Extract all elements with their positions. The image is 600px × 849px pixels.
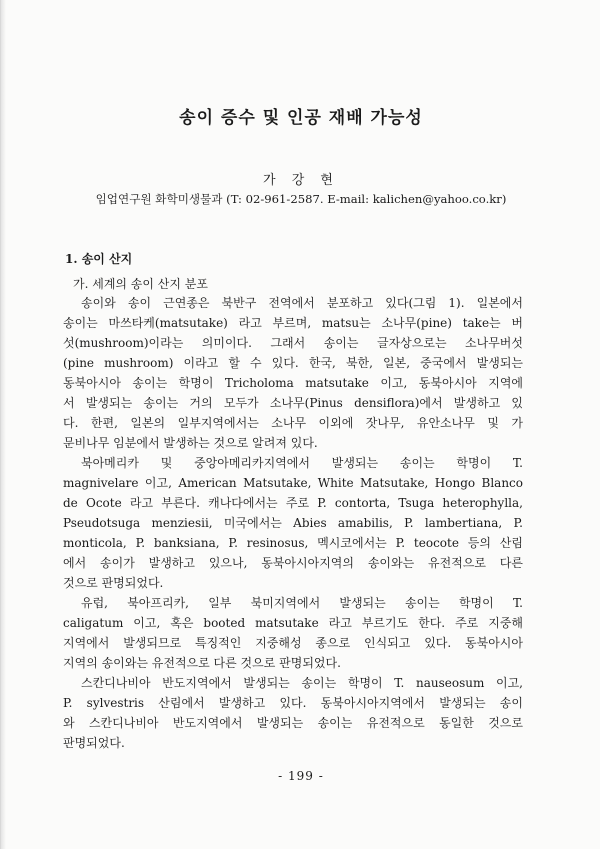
text-line: 북아메리카 및 중앙아메리카지역에서 발생되는 송이는 학명이 T.: [81, 456, 523, 470]
text-line: 에서 송이가 발생하고 있으나, 동북아시아지역의 송이와는 유전적으로 다른: [63, 556, 523, 570]
text-line: 판명되었다.: [63, 736, 125, 750]
text-line: P. sylvestris 산림에서 발생하고 있다. 동북아시아지역에서 발생되는 송이: [63, 696, 523, 710]
body-text: [63, 293, 523, 753]
text-line: 지역에서 발생되므로 특징적인 지중해성 종으로 인식되고 있다. 동북아시아: [63, 636, 523, 650]
text-line: (pine mushroom) 이라고 할 수 있다. 한국, 북한, 일본, 중국에서 발생되는: [63, 356, 523, 370]
paper-title: 송이 증수 및 인공 재배 가능성: [179, 108, 423, 128]
text-line: caligatum 이고, 혹은 booted matsutake 라고 부르기도 한다. 주로 지중해: [63, 616, 523, 630]
page-number: - 199 -: [278, 769, 324, 783]
author-affiliation: 임업연구원 화학미생물과 (T: 02-961-2587. E-mail: kalichen@yahoo.co.kr): [95, 192, 507, 206]
text-line: 문비나무 임분에서 발생하는 것으로 알려져 있다.: [63, 436, 318, 450]
author-name: 가 강 현: [263, 173, 339, 188]
text-line: 지역의 송이와는 유전적으로 다른 것으로 판명되었다.: [63, 656, 341, 670]
text-line: magnivelare 이고, American Matsutake, White Matsutake, Hongo Blanco: [63, 476, 523, 490]
text-line: 유럽, 북아프리카, 일부 북미지역에서 발생되는 송이는 학명이 T.: [81, 596, 523, 610]
text-line: 다. 한편, 일본의 일부지역에서는 소나무 이외에 잣나무, 유안소나무 및 가: [63, 416, 523, 430]
text-line: 스칸디나비아 반도지역에서 발생되는 송이는 학명이 T. nauseosum 이고,: [81, 676, 523, 690]
text-line: 서 발생되는 송이는 거의 모두가 소나무(Pinus densiflora)에서 발생하고 있: [63, 396, 523, 410]
text-line: 동북아시아 송이는 학명이 Tricholoma matsutake 이고, 동북아시아 지역에: [63, 376, 523, 390]
text-line: 송이와 송이 근연종은 북반구 전역에서 분포하고 있다(그림 1). 일본에서: [81, 296, 523, 310]
subsection-heading: 가. 세계의 송이 산지 분포: [73, 277, 208, 291]
text-line: 와 스칸디나비아 반도지역에서 발생되는 송이는 유전적으로 동일한 것으로: [63, 716, 523, 730]
text-line: de Ocote 라고 부른다. 캐나다에서는 주로 P. contorta, Tsuga heterophylla,: [63, 496, 523, 510]
text-line: 송이는 마쓰타케(matsutake) 라고 부르며, matsu는 소나무(pine) take는 버: [63, 316, 523, 330]
text-line: Pseudotsuga menziesii, 미국에서는 Abies amabilis, P. lambertiana, P.: [63, 516, 523, 530]
text-line: monticola, P. banksiana, P. resinosus, 멕시코에서는 P. teocote 등의 산림: [63, 536, 523, 550]
text-line: 섯(mushroom)이라는 의미이다. 그래서 송이는 글자상으로는 소나무버섯: [63, 336, 523, 350]
section-heading: 1. 송이 산지: [65, 252, 133, 266]
text-line: 것으로 판명되었다.: [63, 576, 164, 590]
